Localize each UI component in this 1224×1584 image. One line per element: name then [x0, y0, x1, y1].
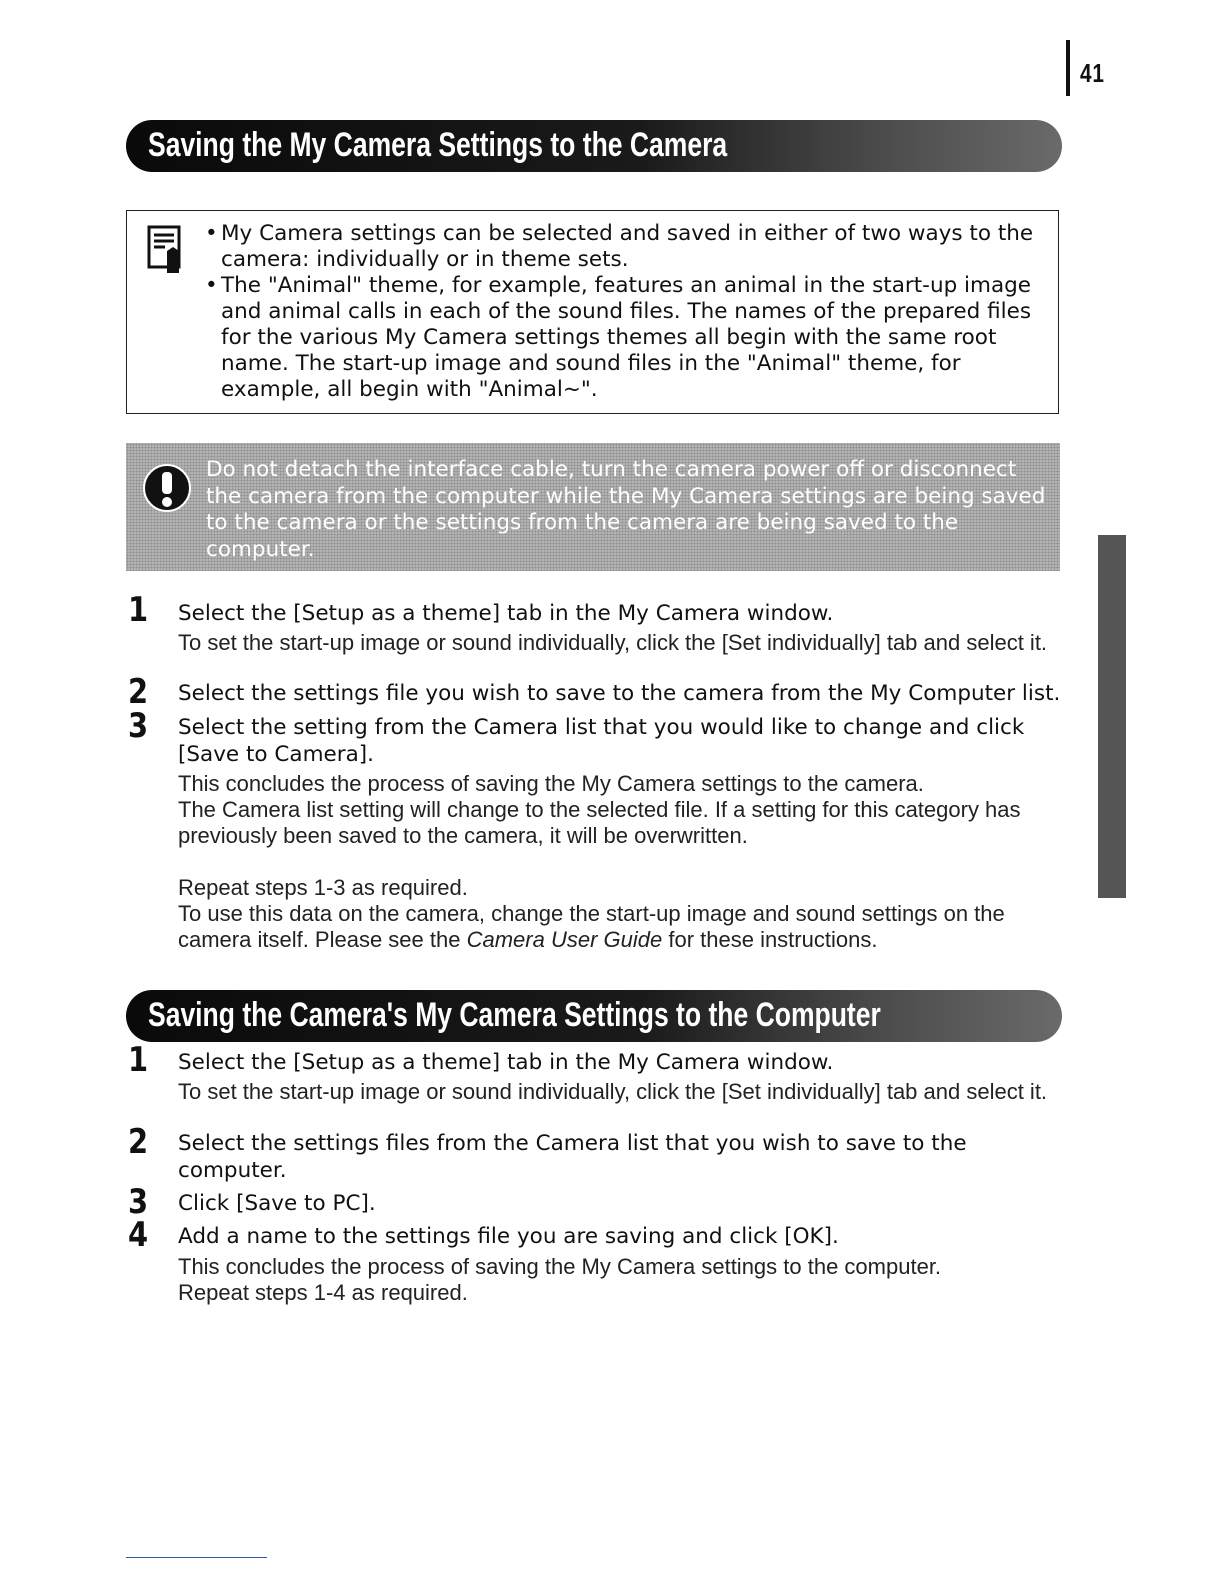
- bullet: •: [205, 221, 218, 246]
- step-number: 1: [128, 590, 149, 630]
- step-body-line: [178, 927, 1078, 953]
- note-line: The "Animal" theme, for example, features an animal in the start-up image: [221, 273, 1032, 298]
- step-heading: [178, 1223, 1078, 1250]
- caution-line: the camera from the computer while the My Camera settings are being saved: [206, 483, 1046, 509]
- page-number-rule: [1066, 40, 1070, 96]
- text-run: camera itself. Please see the: [178, 927, 467, 952]
- step-heading-line: Select the [Setup as a theme] tab in the My Camera window.: [178, 1050, 834, 1075]
- step-heading: [178, 680, 1078, 707]
- caution-exclamation-icon: [142, 463, 192, 513]
- step-heading: [178, 1049, 1078, 1076]
- note-line: My Camera settings can be selected and saved in either of two ways to the: [221, 221, 1034, 246]
- step-body-line: The Camera list setting will change to the selected file. If a setting for this category has: [178, 797, 1021, 822]
- step-body-line: This concludes the process of saving the My Camera settings to the computer.: [178, 1254, 942, 1279]
- step-heading-line: [Save to Camera].: [178, 742, 375, 767]
- note-line: camera: individually or in theme sets.: [221, 247, 629, 272]
- step-heading-line: Select the [Setup as a theme] tab in the My Camera window.: [178, 601, 834, 626]
- footer-rule: [126, 1557, 267, 1558]
- step-heading: [178, 600, 1078, 627]
- note-line: example, all begin with "Animal~".: [221, 377, 598, 402]
- step-extra-notes: [178, 875, 1078, 953]
- step-body-line: To use this data on the camera, change the start-up image and sound settings on the: [178, 901, 1005, 926]
- step-body: [178, 1079, 1078, 1105]
- note-item: [205, 221, 1045, 273]
- step-body-line: This concludes the process of saving the My Camera settings to the camera.: [178, 771, 924, 796]
- section-header-save-to-camera: [126, 120, 1062, 172]
- step-heading-line: computer.: [178, 1158, 287, 1183]
- step-body-line: To set the start-up image or sound individually, click the [Set individually] tab and select it.: [178, 1079, 1048, 1104]
- step-heading: [178, 1190, 1078, 1217]
- note-line: name. The start-up image and sound files in the "Animal" theme, for: [221, 351, 961, 376]
- section-title: Saving the Camera's My Camera Settings to the Computer: [148, 996, 881, 1034]
- text-run: for these instructions.: [662, 927, 878, 952]
- step-number: 3: [128, 1182, 149, 1222]
- step-body-line: Repeat steps 1-4 as required.: [178, 1280, 468, 1305]
- note-text: [205, 221, 1045, 403]
- note-memo-icon: [147, 225, 189, 277]
- step-heading-line: Click [Save to PC].: [178, 1191, 376, 1216]
- step-number: 2: [128, 672, 149, 712]
- caution-line: computer.: [206, 536, 315, 562]
- note-line: for the various My Camera settings themes all begin with the same root: [221, 325, 997, 350]
- step-number: 1: [128, 1040, 149, 1080]
- step-body: [178, 771, 1078, 849]
- note-box: [126, 210, 1059, 414]
- note-line: and animal calls in each of the sound files. The names of the prepared files: [221, 299, 1032, 324]
- step-heading: [178, 714, 1078, 768]
- page-number: 41: [1080, 58, 1105, 88]
- step-heading-line: Select the settings file you wish to save to the camera from the My Computer list.: [178, 681, 1061, 706]
- section-title: Saving the My Camera Settings to the Camera: [148, 126, 728, 164]
- guide-title: Camera User Guide: [466, 927, 663, 952]
- step-body-line: previously been saved to the camera, it will be overwritten.: [178, 823, 748, 848]
- step-number: 2: [128, 1122, 149, 1162]
- step-heading-line: Select the setting from the Camera list that you would like to change and click: [178, 715, 1025, 740]
- step-body-line: To set the start-up image or sound individually, click the [Set individually] tab and select it.: [178, 630, 1048, 655]
- step-number: 3: [128, 706, 149, 746]
- note-item: [205, 273, 1045, 403]
- step-body-line: Repeat steps 1-3 as required.: [178, 875, 468, 900]
- step-body: [178, 1254, 1078, 1306]
- step-heading-line: Select the settings files from the Camera list that you wish to save to the: [178, 1131, 967, 1156]
- section-header-save-to-computer: [126, 990, 1062, 1042]
- caution-box: [126, 443, 1060, 571]
- caution-text: [206, 457, 1046, 563]
- chapter-side-tab: [1098, 535, 1126, 898]
- step-heading: [178, 1130, 1078, 1184]
- step-heading-line: Add a name to the settings file you are saving and click [OK].: [178, 1224, 839, 1249]
- step-body: [178, 630, 1078, 656]
- bullet: •: [205, 273, 218, 298]
- caution-line: to the camera or the settings from the camera are being saved to the: [206, 510, 959, 535]
- caution-line: Do not detach the interface cable, turn the camera power off or disconnect: [206, 457, 1017, 482]
- step-number: 4: [128, 1215, 149, 1255]
